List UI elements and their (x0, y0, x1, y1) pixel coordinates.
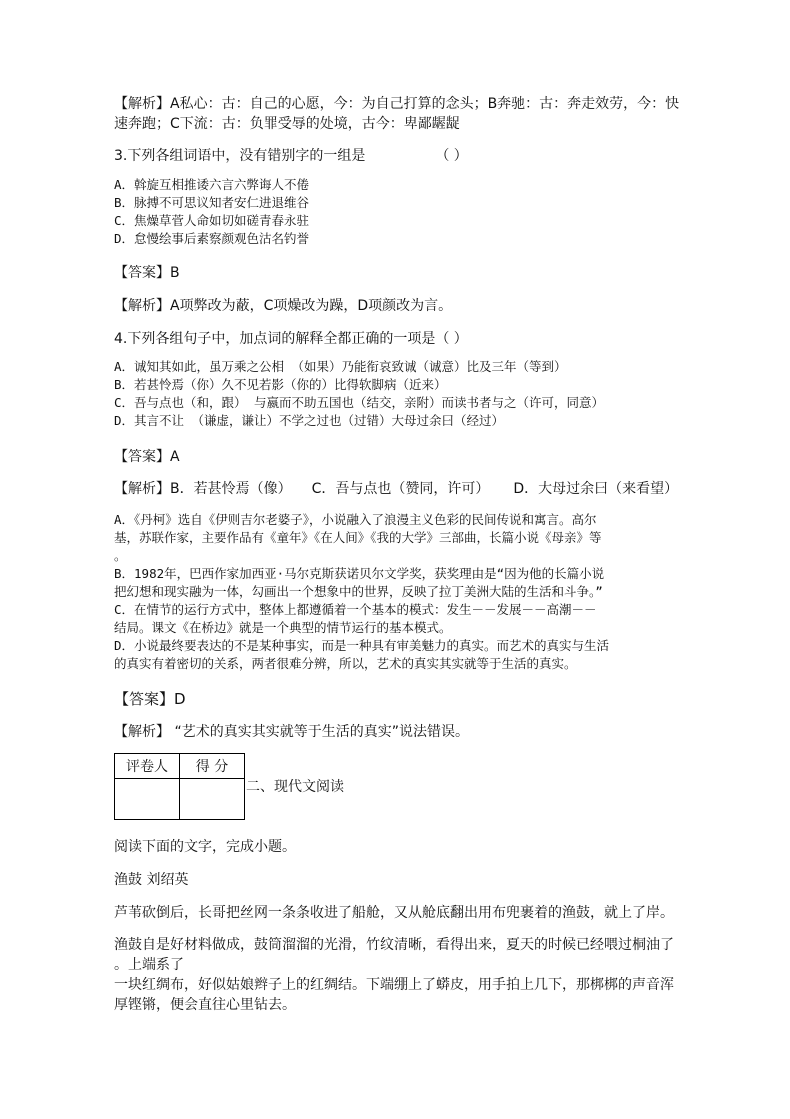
option-d: 的真实有着密切的关系，两者很难分辨，所以，艺术的真实其实就等于生活的真实。 (114, 656, 577, 671)
section-title: 二、现代文阅读 (246, 779, 344, 795)
question-3 (114, 145, 468, 167)
answer-label: 【答案】B (114, 265, 180, 281)
analysis-line: 【解析】A项弊改为蔽，C项燥改为躁，D项颜改为言。 (114, 298, 453, 314)
analysis-part: 【解析】B．若甚怜焉（像） (114, 481, 292, 497)
answer-paren: （ ） (435, 148, 468, 164)
answer-label: 【答案】A (114, 449, 180, 465)
option-a: 。 (114, 548, 127, 563)
option-a: 基，苏联作家，主要作品有《童年》《在人间》《我的大学》三部曲，长篇小说《母亲》等 (114, 530, 602, 545)
option-a: A．诚知其如此，虽万乘之公相 （如果）乃能衔哀致诚（诚意）比及三年（等到） (114, 359, 567, 374)
analysis-part: C．吾与点也（赞同，许可） (311, 481, 490, 497)
analysis-line: 速奔跑；C下流：古：负罪受辱的处境，古今：卑鄙龌龊 (114, 116, 460, 132)
answer-label: 【答案】D (114, 690, 186, 708)
story-paragraph: 渔鼓自是好材料做成，鼓筒溜溜的光滑，竹纹清晰，看得出来，夏天的时候已经喂过桐油了 (114, 937, 674, 953)
option-a: A．斡旋互相推诿六言六弊诲人不倦 (114, 177, 310, 192)
analysis-line: 【解析】 “艺术的真实其实就等于生活的真实”说法错误。 (114, 724, 469, 740)
score-header-score: 得 分 (180, 754, 245, 779)
score-table (114, 753, 245, 820)
story-paragraph: 一块红绸布，好似姑娘辫子上的红绸结。下端绷上了蟒皮，用手拍上几下，那梆梆的声音浑 (114, 977, 674, 993)
option-c: C．吾与点也（和，跟） 与嬴而不助五国也（结交，亲附）而读书者与之（许可，同意） (114, 395, 605, 410)
story-paragraph: 芦苇砍倒后，长哥把丝网一条条收进了船舱，又从舱底翻出用布兜裹着的渔鼓，就上了岸。 (114, 905, 674, 921)
option-d: D．怠慢绘事后素察颜观色沽名钓誉 (114, 231, 310, 246)
story-title: 渔鼓 刘绍英 (114, 872, 189, 888)
score-cell-grader (115, 779, 180, 820)
analysis-part: D．大母过余曰（来看望） (513, 481, 679, 497)
option-d: D．其言不让 （谦虚，谦让）不学之过也（过错）大母过余曰（经过） (114, 413, 505, 428)
question-text: 3.下列各组词语中，没有错别字的一组是 (114, 148, 366, 164)
option-c: 结局。课文《在桥边》就是一个典型的情节运行的基本模式。 (114, 620, 452, 635)
option-b: B．1982年，巴西作家加西亚·马尔克斯获诺贝尔文学奖，获奖理由是“因为他的长篇小说 (114, 566, 605, 581)
option-c: C．在情节的运行方式中，整体上都遵循着一个基本的模式：发生－－发展－－高潮－－ (114, 602, 597, 617)
option-c: C．焦燥草菅人命如切如磋青春永驻 (114, 213, 310, 228)
option-b: B．脉搏不可思议知者安仁进退维谷 (114, 195, 310, 210)
analysis-line (114, 478, 678, 500)
option-b: B．若甚怜焉（你）久不见若影（你的）比得软脚病（近来） (114, 377, 447, 392)
question-4: 4.下列各组句子中，加点词的解释全都正确的一项是（ ） (114, 331, 468, 347)
reading-instruction: 阅读下面的文字，完成小题。 (114, 839, 296, 855)
option-b: 把幻想和现实融为一体，勾画出一个想象中的世界，反映了拉丁美洲大陆的生活和斗争。” (114, 584, 603, 599)
story-paragraph: 厚铿锵，便会直往心里钻去。 (114, 997, 296, 1013)
score-header-grader: 评卷人 (115, 754, 180, 779)
story-paragraph: 。上端系了 (114, 957, 184, 973)
analysis-line: 【解析】A私心：古：自己的心愿，今：为自己打算的念头；B奔驰：古：奔走效劳，今：快 (114, 96, 680, 112)
option-a: A．《丹柯》选自《伊则吉尔老婆子》，小说融入了浪漫主义色彩的民间传说和寓言。高尔 (114, 512, 597, 527)
option-d: D．小说最终要表达的不是某种事实，而是一种具有审美魅力的真实。而艺术的真实与生活 (114, 638, 610, 653)
score-cell-score (180, 779, 245, 820)
